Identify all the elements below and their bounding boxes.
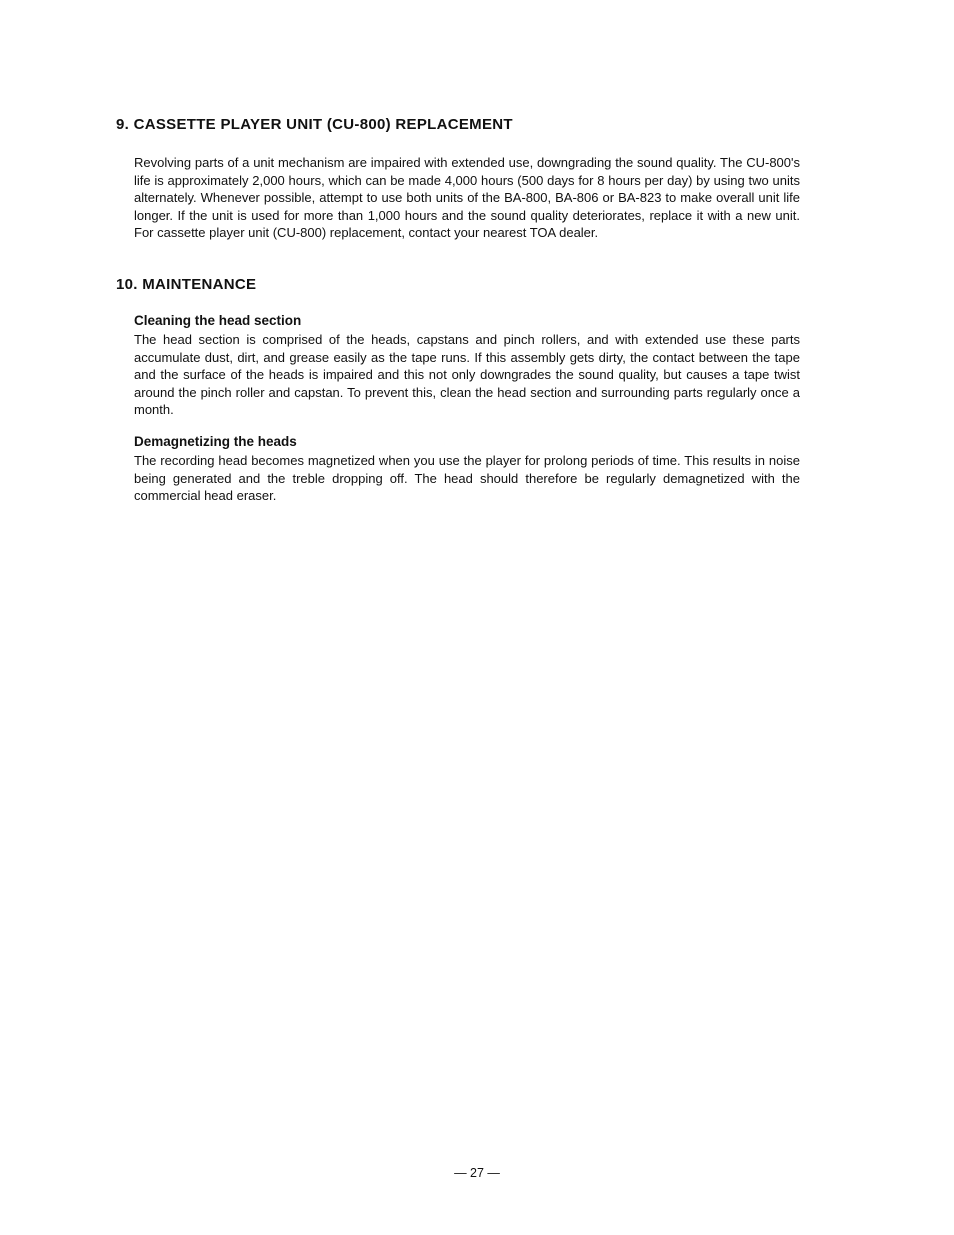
cleaning-head-section-title: Cleaning the head section [134,313,302,328]
section-9-paragraph: Revolving parts of a unit mechanism are impaired with extended use, downgrading the sound quality. The CU-800's life is approximately 2,000 hours, which can be made 4,000 hours (500 days for 8 hours per day) by using two units alternately. Whenever possible, attempt to use both units of the BA-800, BA-806 or BA-823 to make overall unit life longer. If the unit is used for more than 1,000 hours and the sound quality deteriorates, replace it with a new unit. For cassette player unit (CU-800) replacement, contact your nearest TOA dealer. [134,155,800,240]
section-9-heading: 9. CASSETTE PLAYER UNIT (CU-800) REPLACEMENT [116,116,513,133]
cleaning-head-section-text: The head section is comprised of the heads, capstans and pinch rollers, and with extended use these parts accumulate dust, dirt, and grease easily as the tape runs. If this assembly gets dirty, the contact between the tape and the surface of the heads is impaired and this not only downgrades the sound quality, but causes a tape twist around the pinch roller and capstan. To prevent this, clean the head section and surrounding parts regularly once a month. [134,332,800,417]
page-number: — 27 — [454,1166,500,1180]
demagnetizing-heads-title: Demagnetizing the heads [134,434,297,449]
demagnetizing-heads-text: The recording head becomes magnetized when you use the player for prolong periods of time. This results in noise being generated and the treble dropping off. The head should therefore be regularly demagnetized with the commercial head eraser. [134,453,800,503]
section-10-heading: 10. MAINTENANCE [116,276,257,293]
